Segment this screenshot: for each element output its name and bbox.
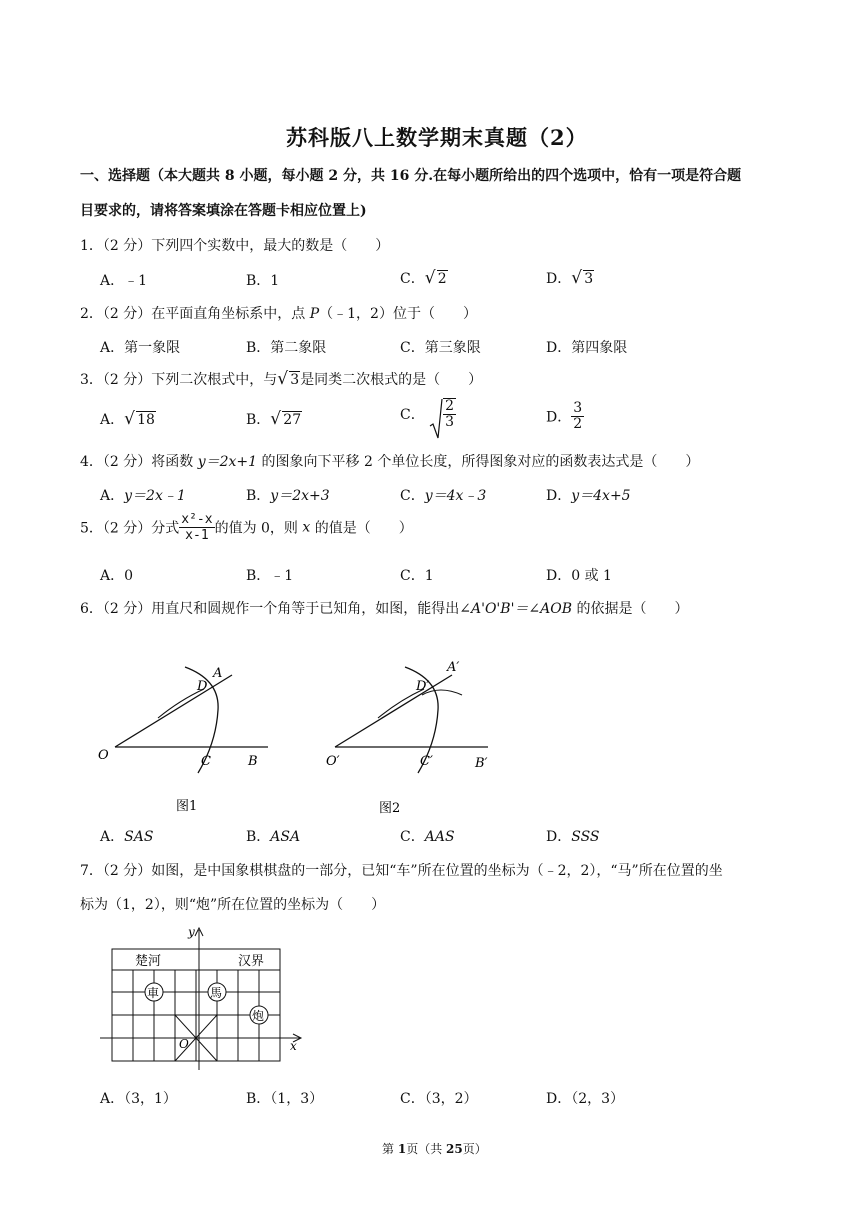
q2-option-d: D．第四象限 bbox=[546, 340, 628, 356]
q5-option-c: C．1 bbox=[400, 568, 434, 584]
q3-option-d: D． $\frac{3}{2}$ bbox=[546, 400, 583, 432]
q2-stem: 2．（2 分）在平面直角坐标系中，点 P（﹣1，2）位于（ ） bbox=[80, 306, 477, 322]
piece-pao: 炮 bbox=[252, 1009, 265, 1023]
q1-stem: 1．（2 分）下列四个实数中，最大的数是（ ） bbox=[80, 238, 390, 254]
q1-option-b: B．1 bbox=[246, 273, 280, 289]
section-heading-line2: 目要求的，请将答案填涂在答题卡相应位置上) bbox=[80, 203, 367, 219]
fig2-label-d: D′ bbox=[416, 679, 430, 694]
page-title: 苏科版八上数学期末真题（2） bbox=[286, 125, 588, 150]
q7-option-a: A．（3，1） bbox=[100, 1091, 177, 1107]
fig1-label-o: O bbox=[98, 748, 109, 763]
q2-option-c: C．第三象限 bbox=[400, 340, 481, 356]
q1-option-c: C． √ 2 bbox=[400, 268, 447, 288]
big-sqrt-icon bbox=[429, 398, 443, 440]
q4-option-b: B．y＝2x+3 bbox=[246, 488, 330, 504]
river-right-label: 汉界 bbox=[238, 954, 265, 969]
fig1-label-c: C bbox=[201, 754, 211, 769]
q2-option-a: A．第一象限 bbox=[100, 340, 181, 356]
q5-option-a: A．0 bbox=[100, 568, 134, 584]
fraction: $\frac{\text{x²-x}}{x-1}$ bbox=[181, 512, 213, 543]
q4-option-a: A．y＝2x﹣1 bbox=[100, 488, 186, 504]
q6-option-a: A．SAS bbox=[100, 829, 154, 845]
q6-option-c: C．AAS bbox=[400, 829, 455, 845]
q7-stem-line2: 标为（1，2），则“炮”所在位置的坐标为（ ） bbox=[80, 897, 386, 913]
fig2-label-c: C′ bbox=[420, 754, 433, 769]
q1-option-a: A．﹣1 bbox=[100, 273, 148, 289]
q6-option-b: B．ASA bbox=[246, 829, 301, 845]
q3-option-c: C． $\frac{2}{3}$ bbox=[400, 398, 456, 430]
piece-che: 車 bbox=[147, 986, 160, 1000]
fig1-label-b: B bbox=[248, 754, 258, 769]
q3-option-a: A． √ 18 bbox=[100, 409, 155, 429]
fig1-label-a: A bbox=[213, 666, 223, 681]
page-footer: 第 1页（共 25页） bbox=[382, 1142, 487, 1156]
q3-option-b: B． √ 27 bbox=[246, 409, 302, 429]
q7-option-d: D．（2，3） bbox=[546, 1091, 625, 1107]
origin-label: O bbox=[179, 1037, 189, 1051]
fig1-caption: 图1 bbox=[176, 799, 198, 814]
figure-2-angle-construction bbox=[310, 655, 510, 825]
fig2-label-b: B′ bbox=[475, 756, 488, 771]
axis-x-label: x bbox=[290, 1039, 297, 1053]
q5-option-d: D．0 或 1 bbox=[546, 568, 612, 584]
fig2-caption: 图2 bbox=[379, 801, 401, 816]
sqrt-symbol: √ 2 bbox=[424, 268, 447, 288]
fig1-label-d: D bbox=[197, 679, 208, 694]
q5-option-b: B．﹣1 bbox=[246, 568, 294, 584]
q6-stem: 6．（2 分）用直尺和圆规作一个角等于已知角，如图，能得出∠A'O'B'＝∠AOB 的依据是（ ） bbox=[80, 601, 689, 617]
q3-stem: 3．（2 分）下列二次根式中，与 √ 3是同类二次根式的是（ ） bbox=[80, 369, 483, 389]
figure-1-angle-construction bbox=[90, 655, 290, 825]
sqrt-symbol: √ 3 bbox=[571, 268, 594, 288]
q4-option-d: D．y＝4x+5 bbox=[546, 488, 631, 504]
river-left-label: 楚河 bbox=[135, 954, 162, 969]
q4-option-c: C．y＝4x﹣3 bbox=[400, 488, 487, 504]
q7-stem-line1: 7．（2 分）如图，是中国象棋棋盘的一部分，已知“车”所在位置的坐标为（﹣2，2），“马”所在位置的坐 bbox=[80, 863, 723, 879]
q2-option-b: B．第二象限 bbox=[246, 340, 327, 356]
section-heading-line1: 一、选择题（本大题共 8 小题，每小题 2 分，共 16 分.在每小题所给出的四个选项中，恰有一项是符合题 bbox=[80, 168, 742, 184]
q4-stem: 4．（2 分）将函数 y＝2x+1 的图象向下平移 2 个单位长度，所得图象对应的函数表达式是（ ） bbox=[80, 454, 700, 470]
q1-option-d: D． √ 3 bbox=[546, 268, 594, 288]
chess-board-figure bbox=[95, 922, 315, 1072]
q7-option-c: C．（3，2） bbox=[400, 1091, 478, 1107]
piece-ma: 馬 bbox=[210, 986, 223, 1000]
q5-stem: 5．（2 分）分式 $\frac{\text{x²-x}}{x-1}$ 的值为 0，则 x 的值是（ ） bbox=[80, 512, 413, 543]
q6-option-d: D．SSS bbox=[546, 829, 600, 845]
q7-option-b: B．（1，3） bbox=[246, 1091, 324, 1107]
fig2-label-a: A′ bbox=[447, 660, 460, 675]
fig2-label-o: O′ bbox=[326, 754, 340, 769]
axis-y-label: y bbox=[188, 925, 195, 939]
